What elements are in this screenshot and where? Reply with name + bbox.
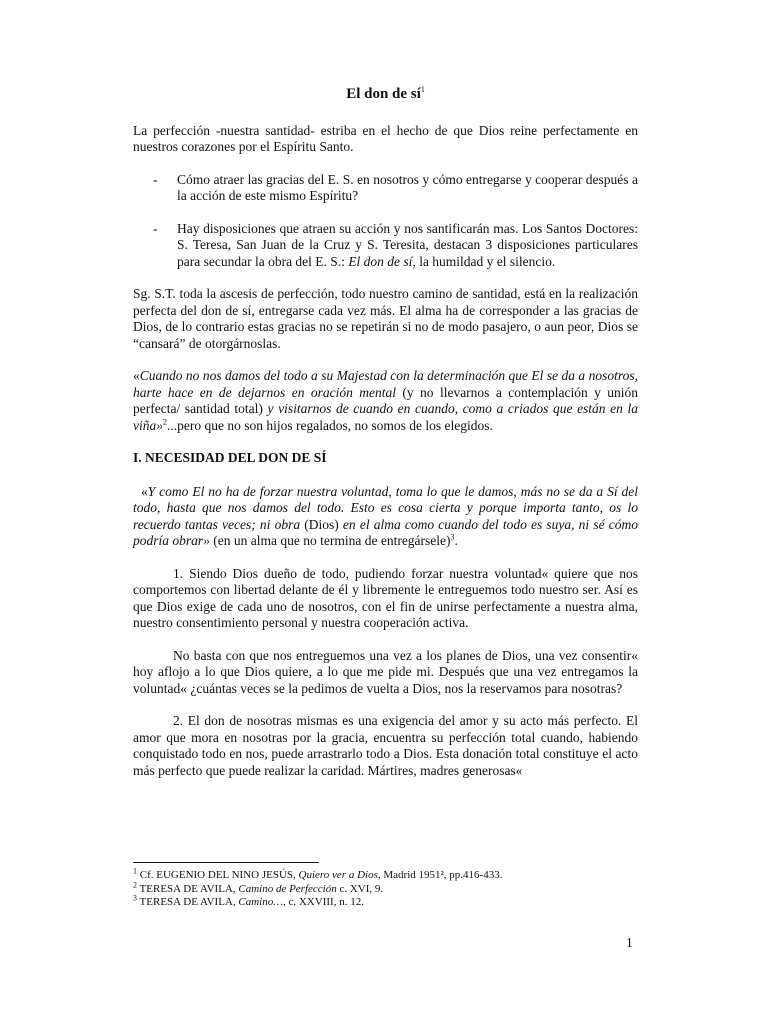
text-run: (en un alma que no termina de entregársele) <box>209 533 451 548</box>
list-item-text <box>177 221 638 271</box>
footnote-ref-1: 1 <box>420 85 425 94</box>
page-title <box>133 86 638 103</box>
italic-run: Cuando no nos damos del todo a su Majestad con la determinación que El se da a nosotros, harte hace en de dejarnos en oración mental <box>133 368 638 400</box>
italic-run: y visitarnos de cuando en cuando, como a criados que están en la viña» <box>133 401 638 433</box>
text-run: Cf. EUGENIO DEL NINO JESÚS, <box>137 869 299 881</box>
text-run: TERESA DE AVILA, <box>137 896 239 908</box>
dash-marker: - <box>153 220 158 236</box>
text-run: (y no llevarnos a contemplación y unión perfecta/ santidad total) <box>133 384 638 416</box>
footnotes <box>133 866 638 910</box>
text-run: , Madrid 1951², pp.416-433. <box>377 869 503 881</box>
text-run: Hay disposiciones que atraen su acción y nos santificarán mas. Los Santos Doctores: S. Teresa, San Juan de la Cruz y S. Teresita, destacan 3 disposiciones particulares para secundar la obra del E. S.: <box>177 220 638 269</box>
page-number: 1 <box>626 935 633 950</box>
text-run: ...pero que no son hijos regalados, no somos de los elegidos. <box>167 417 493 433</box>
footnote-ref-3: 3 <box>450 532 455 542</box>
italic-run: Camino… <box>238 896 283 908</box>
text-run: TERESA DE AVILA, <box>137 882 239 895</box>
quote-paragraph <box>133 368 638 434</box>
text-run: « <box>133 368 140 383</box>
body-paragraph: 1. Siendo Dios dueño de todo, pudiendo forzar nuestra voluntad« quiere que nos comportemos con libertad delante de él y libremente le entreguemos todo nuestro ser. Así es que Dios exige de cada uno de nosotros, con el fin de unirse perfectamente a nuestra alma, nuestro consentimiento personal y nuestra cooperación activa. <box>133 565 638 630</box>
footnote-number: 2 <box>133 879 137 889</box>
text-run: , c. XXVIII, n. 12. <box>282 896 364 908</box>
text-run: « <box>141 483 148 499</box>
body-paragraph: No basta con que nos entreguemos una vez a los planes de Dios, una vez consentir« hoy aflojo a lo que Dios quiere, a lo que me pide mi. Después que una vez entregamos la voluntad« ¿cuántas veces se la pedimos de vuelta a Dios, nos la reservamos para nosotras? <box>133 647 638 696</box>
section-heading: I. NECESIDAD DEL DON DE SÍ <box>133 450 327 465</box>
intro-paragraph: La perfección -nuestra santidad- estriba en el hecho de que Dios reine perfectamente en nuestros corazones por el Espíritu Santo. <box>133 122 638 154</box>
text-run: , la humildad y el silencio. <box>412 253 556 269</box>
title-text: El don de sí <box>346 86 421 102</box>
italic-run: en el alma como cuando del todo es suya, ni sé cómo podría obrar» <box>133 516 638 548</box>
italic-run: El don de sí <box>348 253 413 269</box>
list-item-text: Cómo atraer las gracias del E. S. en nosotros y cómo entregarse y cooperar después a la acción de este mismo Espíritu? <box>177 171 638 203</box>
body-paragraph: Sg. S.T. toda la ascesis de perfección, todo nuestro camino de santidad, está en la realización perfecta del don de sí, entregarse cada vez más. El alma ha de corresponder a las gracias de Dios, de lo contrario estas gracias no se repetirán si no de modo pasajero, o aun peor, Dios se “cansará” de otorgárnoslas. <box>133 286 638 351</box>
italic-run: Quiero ver a Dios <box>298 869 378 881</box>
list-item <box>133 172 638 205</box>
footnote-ref-2: 2 <box>163 417 167 426</box>
footnote-separator <box>133 862 319 863</box>
list-item <box>133 221 638 271</box>
text-run: . <box>454 533 458 548</box>
footnote-number: 3 <box>133 893 137 903</box>
body-paragraph: 2. El don de nosotras mismas es una exigencia del amor y su acto más perfecto. El amor que mora en nosotras por la gracia, encuentra su perfección total cuando, habiendo conquistado todo en nos, puede arrastrarlo todo a Dios. Esta donación total constituye el acto más perfecto que puede realizar la caridad. Mártires, madres generosas« <box>133 713 638 778</box>
footnote <box>133 879 638 897</box>
dash-marker: - <box>153 171 158 187</box>
text-run: c. XVI, 9. <box>336 882 384 895</box>
italic-run: Camino de Perfección <box>238 882 337 895</box>
document-page <box>133 86 638 779</box>
footnote <box>133 893 638 910</box>
text-run: (Dios) <box>300 516 343 532</box>
footnote <box>133 866 638 883</box>
footnote-number: 1 <box>133 866 137 876</box>
italic-run: Y como El no ha de forzar nuestra voluntad, toma lo que le damos, más no se da a Sí del todo, hasta que nos damos del todo. Esto es cosa cierta y porque importa tanto, os lo recuerdo tantas veces; ni obra <box>133 483 638 532</box>
quote-paragraph <box>133 484 638 550</box>
